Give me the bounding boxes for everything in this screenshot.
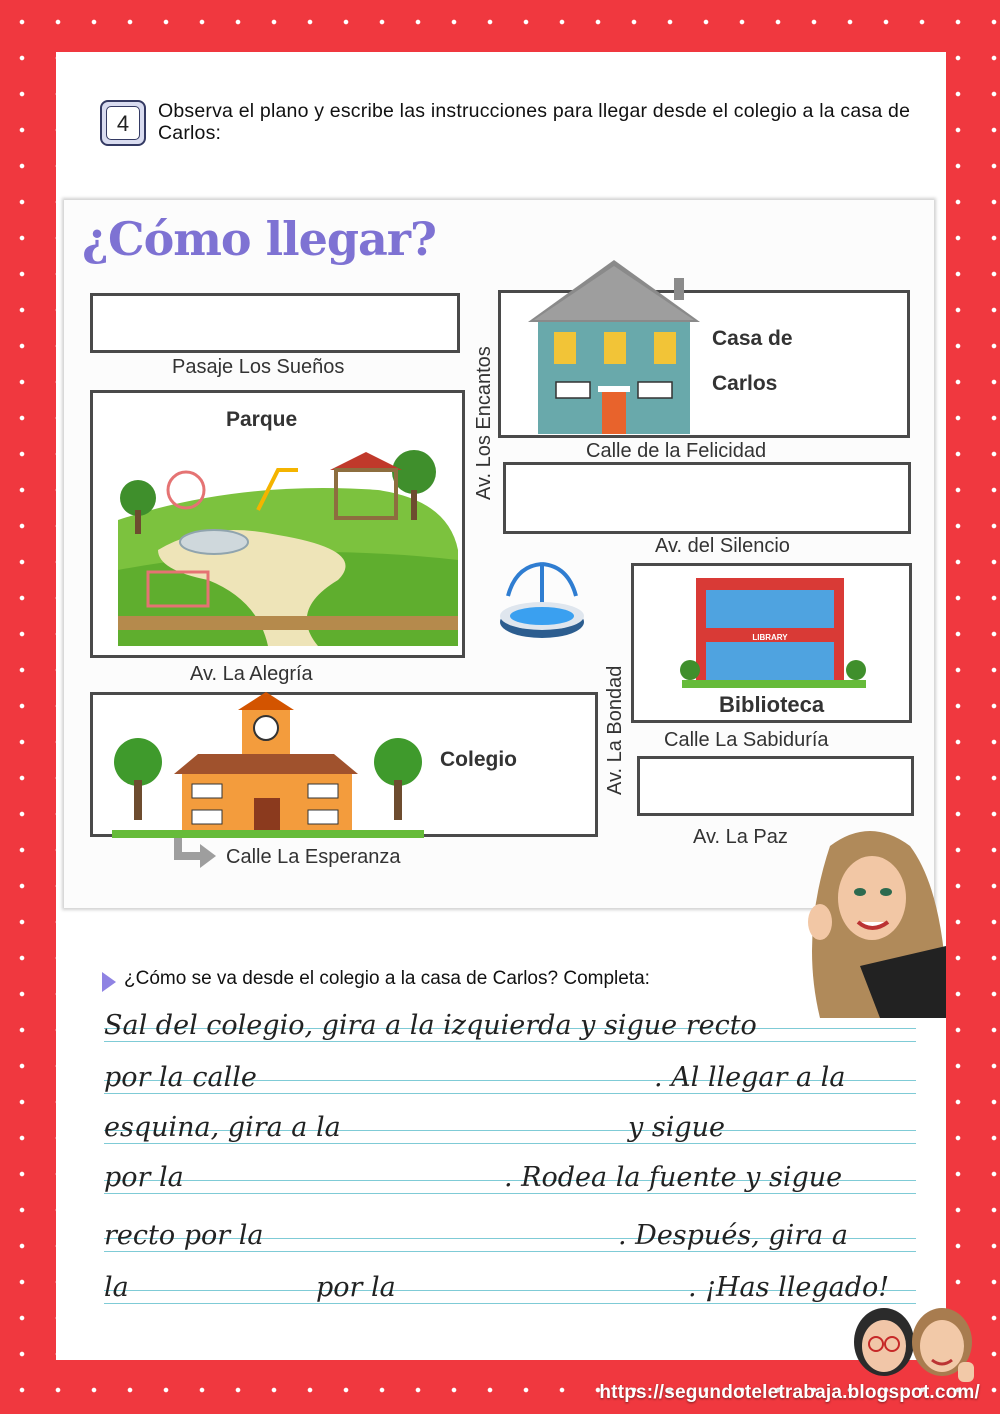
street-calle-sabiduria: Calle La Sabiduría [664,729,829,751]
cursive-line-6c: . ¡Has llegado! [688,1272,890,1303]
question-prompt: ¿Cómo se va desde el colegio a la casa de Carlos? Completa: [124,968,650,989]
cursive-line-5a: recto por la [104,1220,264,1251]
library-illustration [682,570,866,688]
answer-blank-3[interactable] [212,1162,502,1194]
turn-arrow-icon [172,838,218,872]
library-sign: LIBRARY [752,633,788,642]
street-calle-esperanza: Calle La Esperanza [226,846,401,868]
block-paz [637,756,914,816]
street-calle-felicidad: Calle de la Felicidad [586,440,767,462]
cursive-line-3b: y sigue [628,1112,725,1143]
school-illustration [112,690,424,838]
street-av-la-bondad: Av. La Bondad [604,665,626,795]
street-av-silencio: Av. del Silencio [655,535,790,557]
street-av-la-paz: Av. La Paz [693,826,788,848]
teacher-avatar [800,826,946,1018]
label-colegio: Colegio [440,748,517,771]
exercise-number: 4 [106,106,140,140]
cursive-line-1: Sal del colegio, gira a la izquierda y sigue recto [104,1010,757,1041]
block-pasaje [90,293,460,353]
label-casa-line2: Carlos [712,372,778,395]
park-illustration [118,440,458,646]
cursive-line-4a: por la [104,1162,184,1193]
cursive-line-3a: esquina, gira a la [104,1112,341,1143]
answer-blank-4[interactable] [302,1220,614,1252]
label-biblioteca: Biblioteca [719,692,825,717]
label-parque: Parque [226,408,298,431]
answer-blank-2[interactable] [406,1112,626,1144]
house-illustration [528,258,708,436]
map-title: ¿Cómo llegar? [82,212,436,266]
cursive-line-2b: . Al llegar a la [654,1062,846,1093]
street-av-los-encantos: Av. Los Encantos [473,346,495,500]
answer-blank-6[interactable] [422,1272,684,1304]
exercise-number-badge [100,100,146,146]
answer-blank-5[interactable] [142,1272,312,1304]
street-pasaje-los-suenos: Pasaje Los Sueños [172,356,345,378]
cursive-line-2a: por la calle [104,1062,257,1093]
footer-url[interactable]: https://segundoteletrabaja.blogspot.com/ [599,1382,980,1403]
question-bullet-icon [102,972,116,992]
label-casa-line1: Casa de [712,327,793,350]
block-silencio [503,462,911,534]
fountain-icon [496,556,588,646]
cursive-line-6a: la [104,1272,129,1303]
street-av-alegria: Av. La Alegría [190,663,313,685]
authors-avatars [848,1306,982,1384]
cursive-line-4b: . Rodea la fuente y sigue [504,1162,843,1193]
cursive-line-5b: . Después, gira a [618,1220,848,1251]
exercise-instruction: Observa el plano y escribe las instrucciones para llegar desde el colegio a la casa de Carlos: [158,100,911,144]
answer-blank-1[interactable] [300,1062,650,1094]
cursive-line-6b: por la [316,1272,396,1303]
